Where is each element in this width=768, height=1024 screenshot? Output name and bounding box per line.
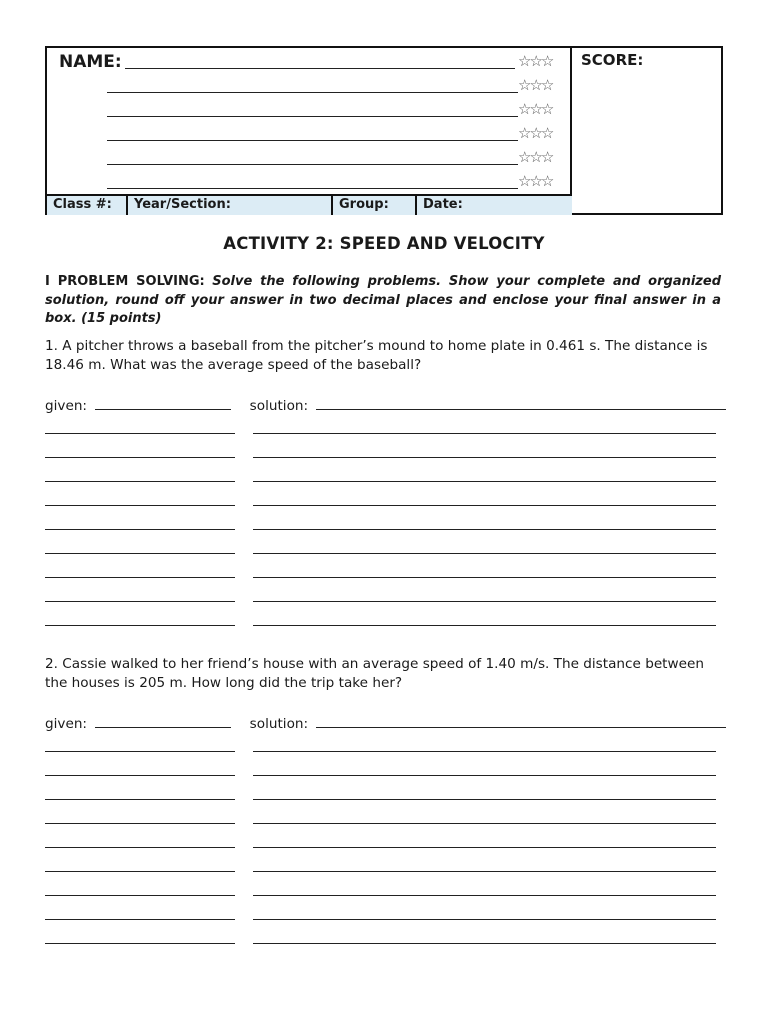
given-line[interactable]	[45, 433, 235, 434]
activity-title: ACTIVITY 2: SPEED AND VELOCITY	[223, 234, 545, 253]
given-line[interactable]	[45, 799, 235, 800]
given-line[interactable]	[45, 553, 235, 554]
solution-line[interactable]	[253, 943, 716, 944]
name-label: NAME:	[59, 52, 122, 72]
problem-2-given-field[interactable]	[95, 715, 231, 728]
problem-2-given-row	[45, 715, 726, 732]
solution-line[interactable]	[253, 577, 716, 578]
info-row	[47, 194, 572, 215]
name-field-1[interactable]	[125, 68, 515, 69]
star-rating-1[interactable]: ☆☆☆	[518, 52, 553, 70]
problem-2-given-label: given:	[45, 716, 88, 732]
year-section-label: Year/Section:	[134, 197, 231, 212]
given-line[interactable]	[45, 529, 235, 530]
solution-line[interactable]	[253, 601, 716, 602]
given-line[interactable]	[45, 847, 235, 848]
solution-line[interactable]	[253, 847, 716, 848]
star-rating-2[interactable]: ☆☆☆	[518, 76, 553, 94]
problem-1-given-field[interactable]	[95, 397, 231, 410]
instructions-lead: I PROBLEM SOLVING:	[45, 274, 205, 289]
problem-1-given-row	[45, 397, 726, 414]
solution-line[interactable]	[253, 553, 716, 554]
instructions	[45, 273, 721, 329]
problem-2-solution-label: solution:	[249, 716, 309, 732]
given-line[interactable]	[45, 775, 235, 776]
given-line[interactable]	[45, 505, 235, 506]
given-line[interactable]	[45, 457, 235, 458]
star-rating-6[interactable]: ☆☆☆	[518, 172, 553, 190]
solution-line[interactable]	[253, 457, 716, 458]
class-number-label: Class #:	[53, 197, 112, 212]
problem-2-solution-field[interactable]	[316, 715, 726, 728]
solution-line[interactable]	[253, 529, 716, 530]
date-label: Date:	[423, 197, 463, 212]
solution-line[interactable]	[253, 505, 716, 506]
group-label: Group:	[339, 197, 389, 212]
class-number-field[interactable]	[47, 196, 128, 215]
star-rating-3[interactable]: ☆☆☆	[518, 100, 553, 118]
solution-line[interactable]	[253, 799, 716, 800]
problem-1-solution-label: solution:	[249, 398, 309, 414]
given-line[interactable]	[45, 751, 235, 752]
year-section-field[interactable]	[128, 196, 333, 215]
name-field-2[interactable]	[107, 92, 518, 93]
name-field-6[interactable]	[107, 188, 518, 189]
solution-line[interactable]	[253, 751, 716, 752]
name-field-4[interactable]	[107, 140, 518, 141]
given-line[interactable]	[45, 895, 235, 896]
student-info-box	[45, 46, 723, 215]
solution-line[interactable]	[253, 775, 716, 776]
given-line[interactable]	[45, 481, 235, 482]
given-line[interactable]	[45, 919, 235, 920]
problem-2-text: 2. Cassie walked to her friend’s house with an average speed of 1.40 m/s. The distance between the houses is 205 m. How long did the trip take her?	[45, 656, 704, 691]
given-line[interactable]	[45, 943, 235, 944]
problem-1-text: 1. A pitcher throws a baseball from the pitcher’s mound to home plate in 0.461 s. The distance is 18.46 m. What was the average speed of the baseball?	[45, 338, 708, 373]
given-line[interactable]	[45, 625, 235, 626]
instructions-text: Solve the following problems. Show your complete and organized solution, round off your answer in two decimal places and enclose your final answer in a box. (15 points)	[45, 274, 721, 326]
score-label: SCORE:	[581, 51, 644, 69]
date-field[interactable]	[417, 196, 572, 215]
solution-line[interactable]	[253, 895, 716, 896]
names-area	[47, 48, 572, 194]
solution-line[interactable]	[253, 871, 716, 872]
solution-line[interactable]	[253, 625, 716, 626]
solution-line[interactable]	[253, 919, 716, 920]
star-rating-5[interactable]: ☆☆☆	[518, 148, 553, 166]
given-line[interactable]	[45, 577, 235, 578]
name-field-3[interactable]	[107, 116, 518, 117]
solution-line[interactable]	[253, 481, 716, 482]
problem-1-given-label: given:	[45, 398, 88, 414]
name-field-5[interactable]	[107, 164, 518, 165]
score-area[interactable]	[572, 48, 721, 213]
solution-line[interactable]	[253, 823, 716, 824]
given-line[interactable]	[45, 823, 235, 824]
group-field[interactable]	[333, 196, 417, 215]
star-rating-4[interactable]: ☆☆☆	[518, 124, 553, 142]
problem-1-solution-field[interactable]	[316, 397, 726, 410]
solution-line[interactable]	[253, 433, 716, 434]
given-line[interactable]	[45, 601, 235, 602]
given-line[interactable]	[45, 871, 235, 872]
